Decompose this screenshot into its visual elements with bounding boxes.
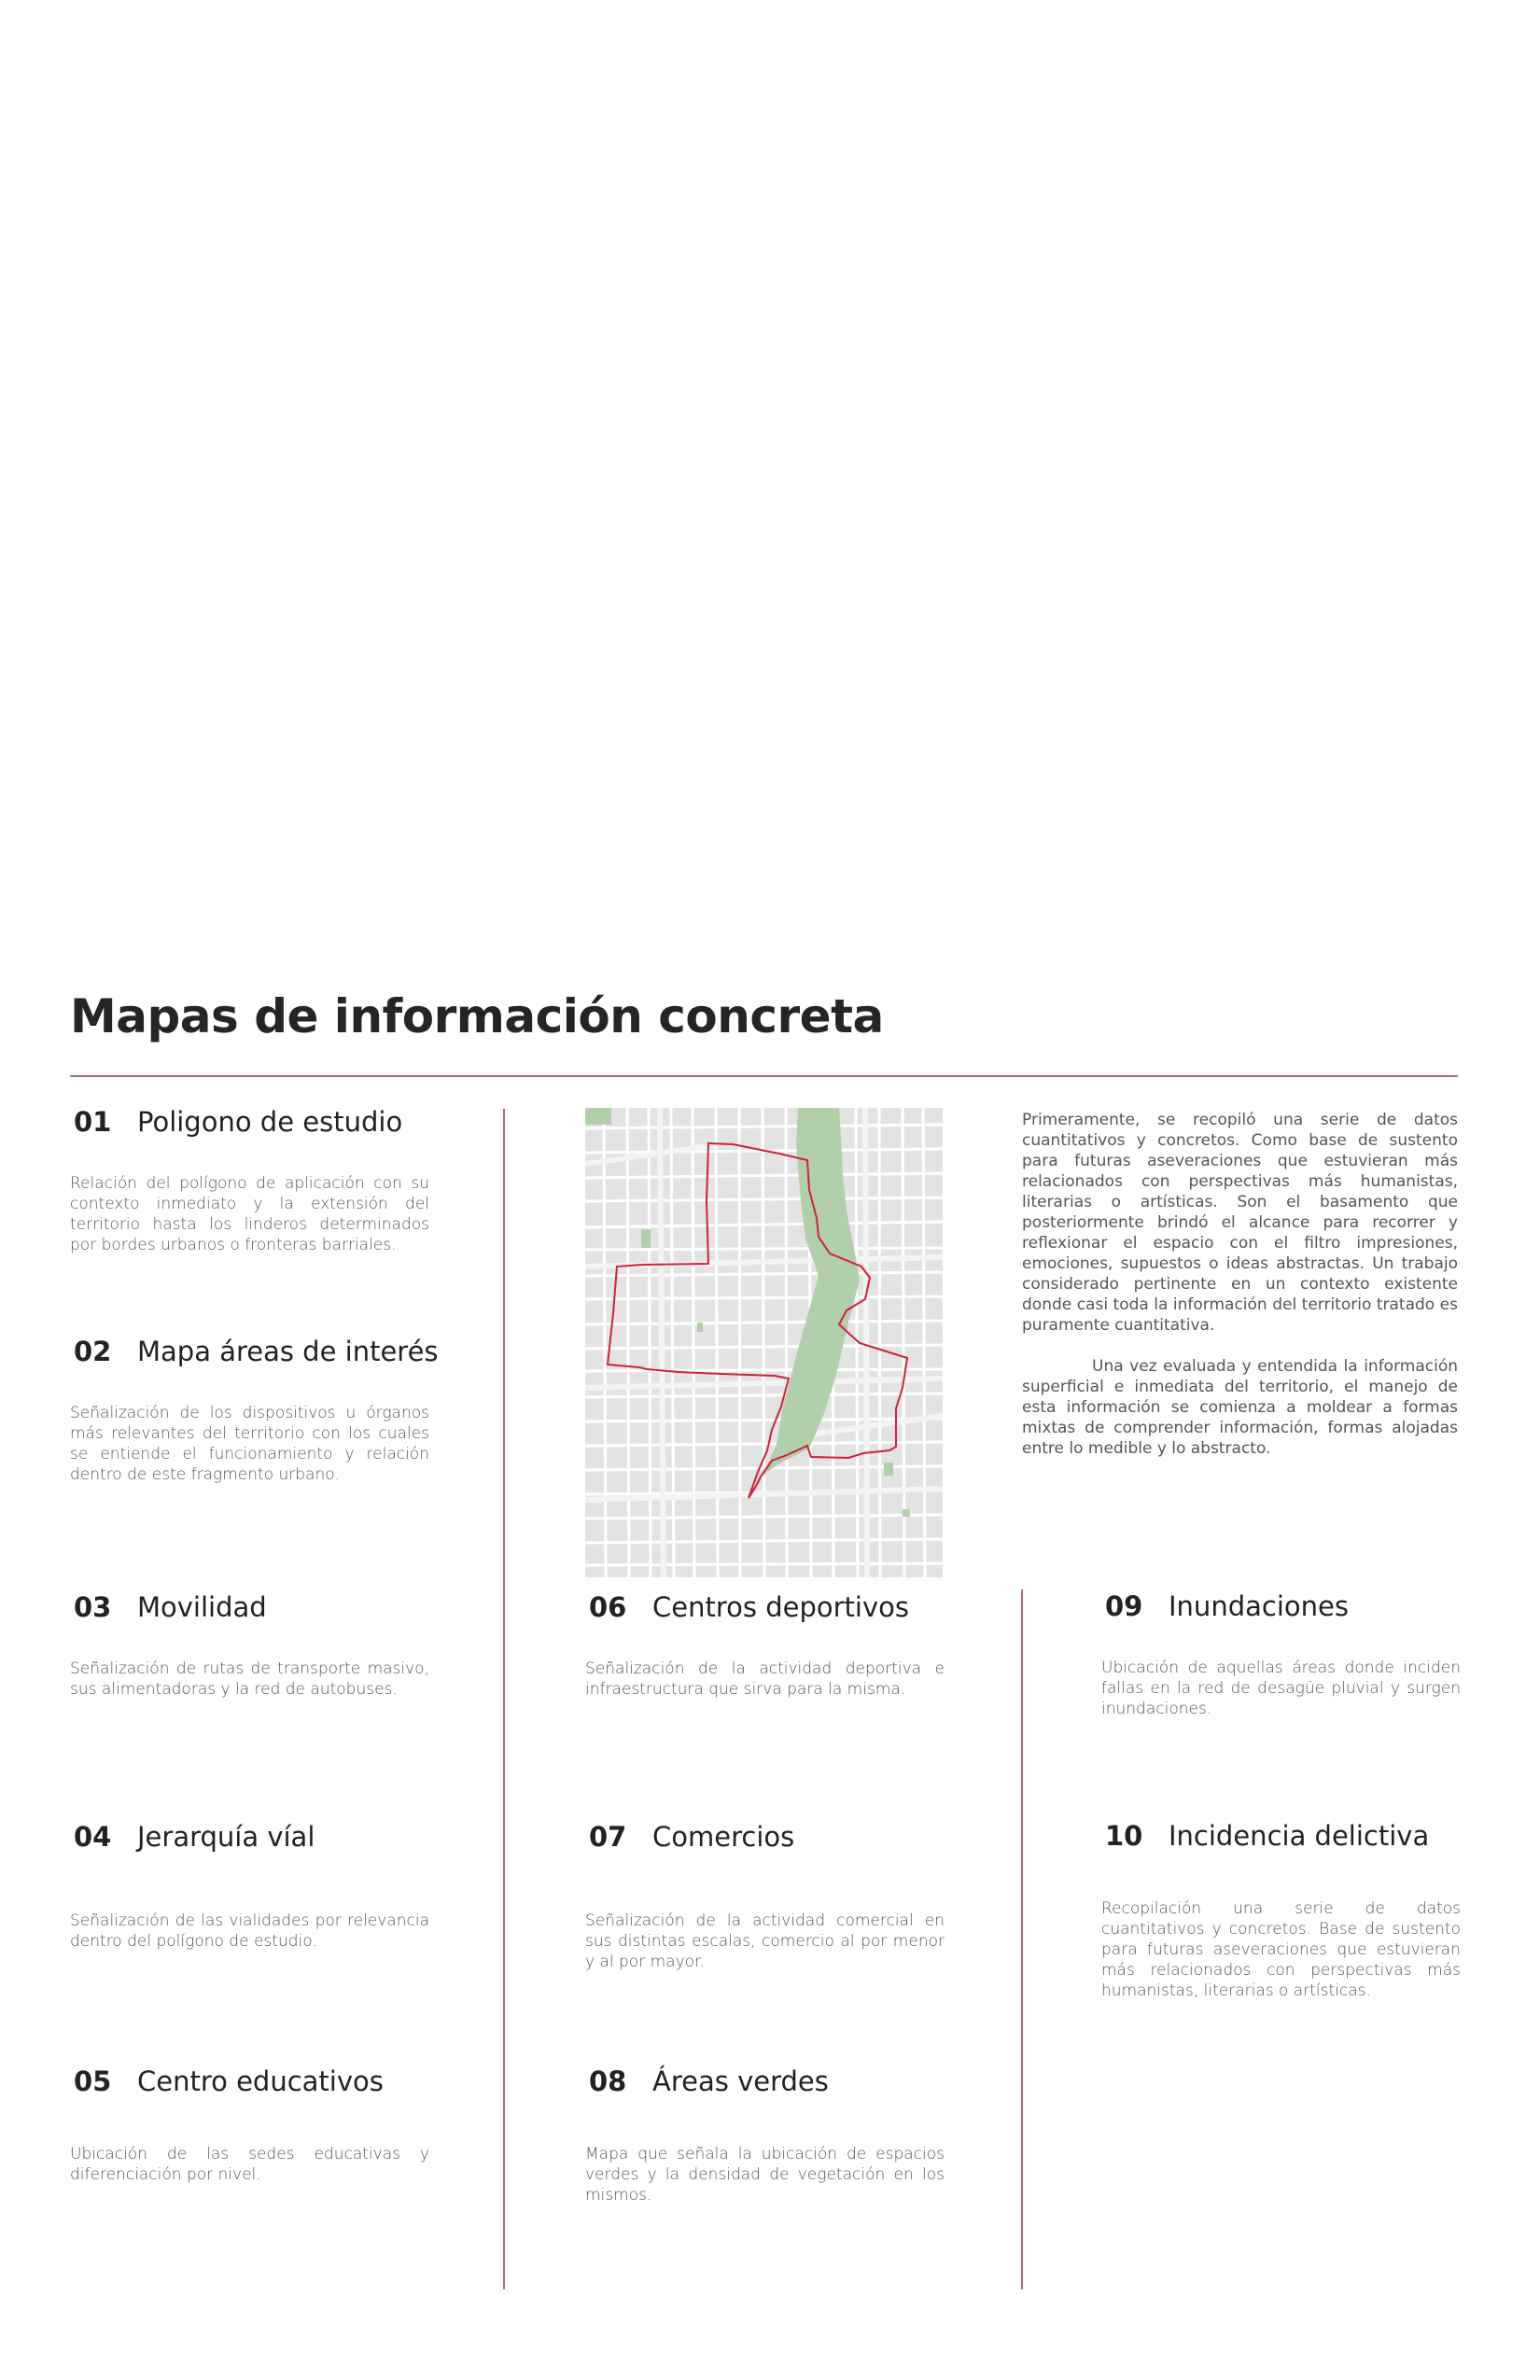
section-05	[70, 2065, 429, 2185]
intro-paragraph-2: Una vez evaluada y entendida la información superficial e inmediata del territorio, el manejo de esta información se comienza a moldear a formas mixtas de comprender información, formas alojadas entre lo medible y lo abstracto.	[1022, 1357, 1458, 1458]
section-02	[70, 1336, 439, 1485]
page-title: Mapas de información concreta	[70, 989, 884, 1043]
map-park-patch	[585, 1108, 611, 1125]
section-number: 09	[1105, 1590, 1143, 1622]
section-description: Relación del polígono de aplicación con su contexto inmediato y la extensión del territorio hasta los linderos determinados por bordes urbanos o fronteras barriales.	[70, 1174, 429, 1254]
section-number: 01	[74, 1106, 112, 1138]
title-divider	[70, 1075, 1458, 1077]
section-description: Señalización de rutas de transporte masivo, sus alimentadoras y la red de autobuses.	[70, 1659, 429, 1699]
section-title: Mapa áreas de interés	[137, 1336, 439, 1367]
section-number: 07	[589, 1821, 627, 1853]
section-09	[1101, 1590, 1461, 1719]
column-divider-left	[503, 1109, 505, 2289]
section-title: Comercios	[652, 1821, 795, 1853]
section-description: Señalización de la actividad comercial en sus distintas escalas, comercio al por menor y al por mayor.	[585, 1911, 945, 1971]
section-description: Mapa que señala la ubicación de espacios verdes y la densidad de vegetación en los mismos.	[585, 2145, 945, 2205]
map-park-patch	[641, 1229, 651, 1248]
map-park-patch	[884, 1463, 893, 1476]
section-08	[585, 2065, 945, 2205]
map-park-patch	[697, 1323, 703, 1332]
section-number: 05	[74, 2065, 112, 2097]
section-description: Señalización de los dispositivos u órganos más relevantes del territorio con los cuales se entiende el funcionamiento y relación dentro de este fragmento urbano.	[70, 1404, 429, 1484]
section-description: Señalización de las vialidades por relevancia dentro del polígono de estudio.	[70, 1911, 429, 1951]
column-divider-right	[1021, 1589, 1023, 2289]
section-description: Ubicación de aquellas áreas donde inciden fallas en la red de desagüe pluvial y surgen inundaciones.	[1101, 1659, 1461, 1718]
intro-text	[1022, 1110, 1458, 1459]
study-polygon-map	[585, 1108, 943, 1577]
section-title: Inundaciones	[1169, 1590, 1349, 1622]
intro-paragraph-1: Primeramente, se recopiló una serie de datos cuantitativos y concretos. Como base de sustento para futuras aseveraciones que estuvieran más relacionados con perspectivas más humanistas, literarias o artísticas. Son el basamento que posteriormente brindó el alcance para recorrer y reflexionar el espacio con el filtro impresiones, emociones, supuestos o ideas abstractas. Un trabajo considerado pertinente en un contexto existente donde casi toda la información del territorio tratado es puramente cuantitativa.	[1022, 1111, 1458, 1335]
section-title: Poligono de estudio	[137, 1106, 403, 1138]
section-01	[70, 1106, 429, 1255]
section-04	[70, 1821, 429, 1952]
section-description: Señalización de la actividad deportiva e infraestructura que sirva para la misma.	[585, 1659, 945, 1699]
section-description: Ubicación de las sedes educativas y diferenciación por nivel.	[70, 2145, 429, 2184]
section-title: Centros deportivos	[652, 1591, 909, 1623]
section-number: 03	[74, 1591, 112, 1623]
section-03	[70, 1591, 429, 1700]
section-number: 06	[589, 1591, 627, 1623]
map-park-patch	[903, 1509, 910, 1517]
section-number: 02	[74, 1336, 112, 1367]
section-title: Jerarquía víal	[137, 1821, 315, 1853]
section-title: Centro educativos	[137, 2065, 384, 2097]
section-title: Incidencia delictiva	[1169, 1820, 1430, 1852]
section-number: 08	[589, 2065, 627, 2097]
section-description: Recopilación una serie de datos cuantitativos y concretos. Base de sustento para futuras aseveraciones que estuvieran más relacionados con perspectivas más humanistas, literarias o artísticas.	[1101, 1899, 1461, 2000]
section-06	[585, 1591, 945, 1700]
section-title: Áreas verdes	[652, 2065, 829, 2097]
section-10	[1101, 1820, 1461, 2001]
section-title: Movilidad	[137, 1591, 267, 1623]
section-number: 04	[74, 1821, 112, 1853]
section-number: 10	[1105, 1820, 1143, 1852]
section-07	[585, 1821, 945, 1972]
